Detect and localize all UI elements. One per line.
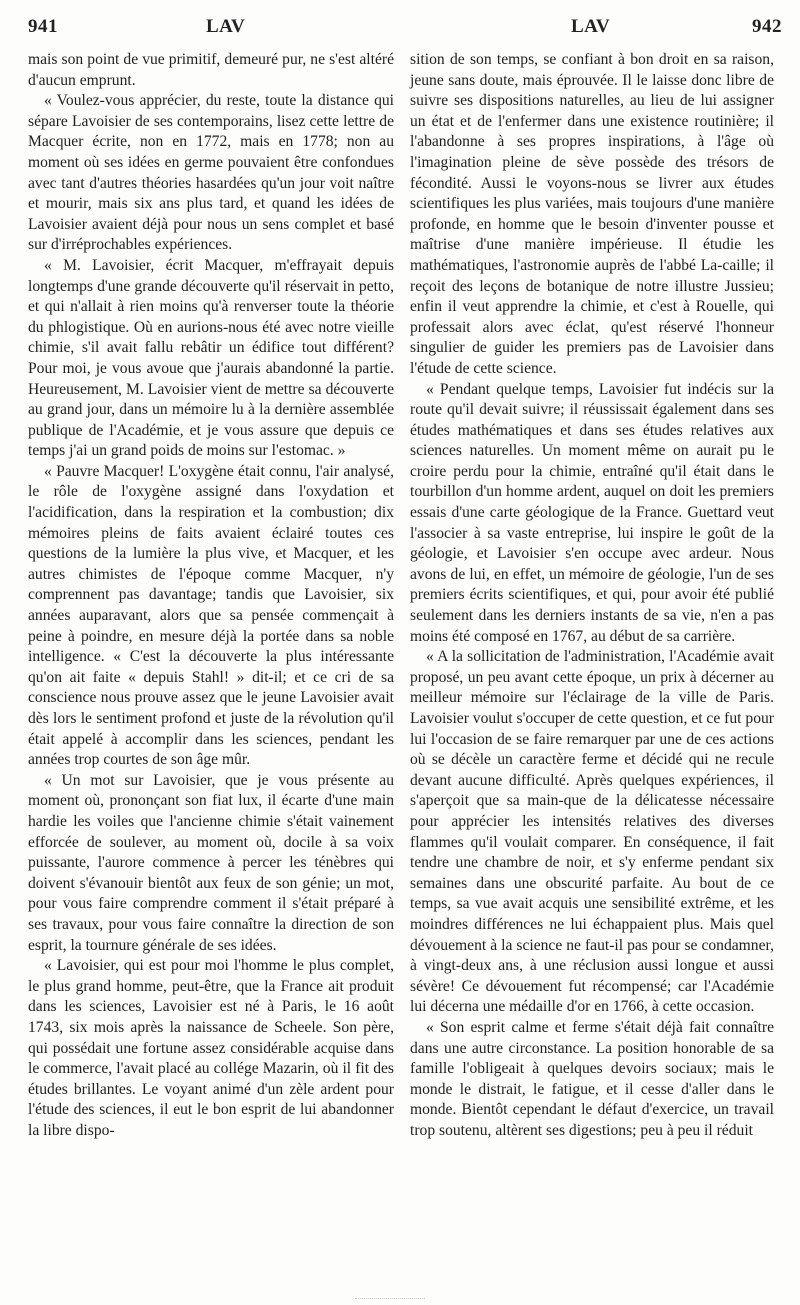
left-page-number: 941 — [28, 16, 58, 37]
right-running-head: LAV — [571, 16, 611, 37]
page-header — [0, 8, 800, 44]
right-text-column — [410, 50, 774, 1141]
paragraph: « M. Lavoisier, écrit Macquer, m'effrayait depuis longtemps d'une grande découverte qu'il réservait in petto, et qui n'allait à rien moins qu'à renverser toute la théorie du phlogistique. Où en aurions-nous été avec notre vieille chimie, s'il avait fallu rebâtir un édifice tout différent? Pour moi, je vous avoue que j'aurais abandonné la partie. Heureusement, M. Lavoisier vient de mettre sa découverte au grand jour, dans un mémoire lu à la dernière assemblée publique de l'Académie, et je vous assure que depuis ce temps j'ai un grand poids de moins sur l'estomac. » — [28, 256, 394, 460]
paragraph: « A la sollicitation de l'administration, l'Académie avait proposé, un peu avant cette époque, un prix à décerner au meilleur mémoire sur l'éclairage de la ville de Paris. Lavoisier voulut s'occuper de cette question, et ce fut pour lui l'occasion de se faire remarquer par une de ces actions où se décèle un caractère ferme et décidé qui ne recule devant aucune difficulté. Après quelques expériences, il s'aperçoit que sa main-que de la délicatesse nécessaire pour apprécier les intensités relatives des diverses flammes qu'il voulait comparer. En conséquence, il fait tendre une chambre de noir, et s'y enferme pendant six semaines dans une obscurité parfaite. Au bout de ce temps, sa vue avait acquis une sensibilité extrême, et les moindres différences ne lui échappaient plus. Mais quel dévouement à la science ne faut-il pas pour se condamner, à vingt-deux ans, à une réclusion aussi longue et aussi sévère! Ce dévouement fut récompensé; car l'Académie lui décerna une médaille d'or en 1766, à cette occasion. — [410, 648, 774, 1016]
paragraph: « Lavoisier, qui est pour moi l'homme le plus complet, le plus grand homme, peut-être, que la France ait produit dans les sciences, Lavoisier est né à Paris, le 16 août 1743, six mois après la naissance de Scheele. Son père, qui possédait une fortune assez considérable acquise dans le commerce, l'avait placé au collége Mazarin, où il fit des études brillantes. Le voyant animé d'un zèle ardent pour l'étude des sciences, il eut le bon esprit de lui abandonner la libre dispo- — [28, 957, 394, 1139]
paragraph: « Voulez-vous apprécier, du reste, toute la distance qui sépare Lavoisier de ses contemporains, lisez cette lettre de Macquer écrite, non en 1772, mais en 1778; non au moment où ses idées en germe pouvaient être confondues avec tant d'autres théories hasardées qu'un jour voit naître et mourir, mais six ans plus tard, et quand les idées de Lavoisier avaient déjà pour nous un sens complet et basé sur d'irréprochables expériences. — [28, 92, 394, 254]
paragraph: « Pauvre Macquer! L'oxygène était connu, l'air analysé, le rôle de l'oxygène assigné dans l'oxydation et l'acidification, dans la respiration et la combustion; dix mémoires pleins de faits avaient éclairé toutes ces questions de la lumière la plus vive, et Macquer, et les autres chimistes de l'époque comme Macquer, n'y comprennent pas davantage; tandis que Lavoisier, six années auparavant, alors que sa pensée commençait à peine à poindre, en mesure déjà la portée dans sa noble intelligence. « C'est la découverte la plus intéressante qu'on ait faite « depuis Stahl! » dit-il; et ce cri de sa conscience nous prouve assez que le jeune Lavoisier avait dès lors le sentiment profond et juste de la révolution qu'il était appelé à accomplir dans les sciences, pendant les années trop courtes de son âge mûr. — [28, 462, 394, 769]
paragraph: mais son point de vue primitif, demeuré pur, ne s'est altéré d'aucun emprunt. — [28, 51, 394, 89]
paragraph: sition de son temps, se confiant à bon droit en sa raison, jeune sans doute, mais éprouvée. Il le laisse donc libre de suivre ses dispositions naturelles, au lieu de lui assigner un état et de l'enfermer dans une existence routinière; il l'abandonne à ses propres inspirations, à l'âge où l'imagination pleine de sève possède des trésors de fécondité. Aussi le voyons-nous se livrer aux études scientifiques les plus variées, mais toujours d'une manière profonde, en homme que le besoin d'inventer pousse et maîtrise d'une manière impérieuse. Il étudie les mathématiques, l'astronomie auprès de l'abbé La-caille; il reçoit des leçons de botanique de notre illustre Jussieu; enfin il veut apprendre la chimie, et c'est à Rouelle, qui professait alors avec éclat, qu'est réservé l'honneur singulier de guider les premiers pas de Lavoisier dans l'étude de cette science. — [410, 51, 774, 377]
right-page-number: 942 — [752, 16, 782, 37]
scan-artifact — [355, 1292, 425, 1299]
column-gutter — [397, 48, 398, 1278]
paragraph: « Son esprit calme et ferme s'était déjà fait connaître dans une autre circonstance. La position honorable de sa famille l'obligeait à quelques devoirs sociaux; mais le monde le distrait, le fatigue, et il cesse d'aller dans le monde. Bientôt cependant le défaut d'exercice, un travail trop soutenu, altèrent ses digestions; peu à peu il réduit — [410, 1018, 774, 1139]
paragraph: « Pendant quelque temps, Lavoisier fut indécis sur la route qu'il devait suivre; il réussissait également dans ses études mathématiques et dans ses études relatives aux sciences naturelles. Un moment même on aurait pu le croire perdu pour la chimie, entraîné qu'il était dans le tourbillon d'un homme ardent, auquel on doit les premiers essais d'une carte géologique de la France. Guettard veut l'associer à sa vaste entreprise, lui inspire le goût de la géologie, et Lavoisier s'en occupe avec ardeur. Nous avons de lui, en effet, un mémoire de géologie, l'un de ses premiers écrits scientifiques, et qui, pour avoir été publié seulement dans les derniers instants de sa vie, n'en a pas moins été composé en 1767, au début de sa carrière. — [410, 380, 774, 645]
left-running-head: LAV — [206, 16, 246, 37]
paragraph: « Un mot sur Lavoisier, que je vous présente au moment où, prononçant son fiat lux, il écarte d'une main hardie les voiles que l'ancienne chimie s'était vainement efforcée de soulever, au moment où, docile à sa voix puissante, l'aurore commence à percer les ténèbres qui doivent s'évanouir bientôt aux feux de son génie; un mot, pour vous faire comprendre comment il s'était préparé à ses travaux, pour vous faire connaître la direction de son esprit, la tournure générale de ses idées. — [28, 771, 394, 954]
left-text-column — [28, 50, 394, 1141]
